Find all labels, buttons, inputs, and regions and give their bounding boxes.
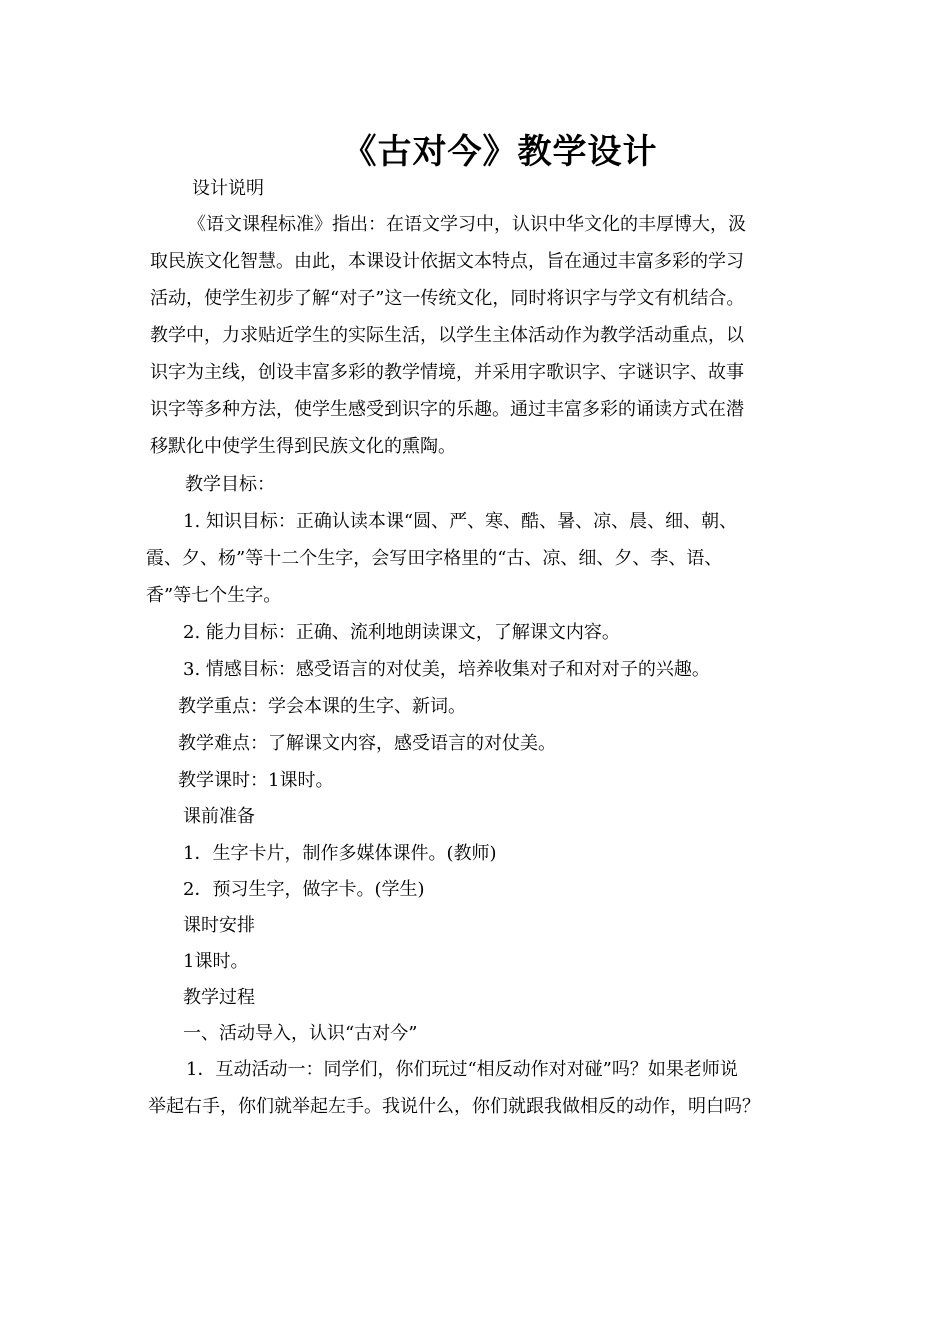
- paragraph-line: 《语文课程标准》指出：在语文学习中，认识中华文化的丰厚博大，汲: [188, 214, 746, 235]
- preparation-item: 1．生字卡片，制作多媒体课件。(教师): [183, 843, 497, 864]
- objective-item-continued: 香”等七个生字。: [146, 585, 282, 606]
- paragraph-line: 识字等多种方法，使学生感受到识字的乐趣。通过丰富多彩的诵读方式在潜: [150, 399, 744, 420]
- paragraph-line: 活动，使学生初步了解“对子”这一传统文化，同时将识字与学文有机结合。: [150, 288, 745, 309]
- paragraph-line: 教学中，力求贴近学生的实际生活，以学生主体活动作为教学活动重点，以: [150, 325, 744, 346]
- paragraph-line: 举起右手，你们就举起左手。我说什么，你们就跟我做相反的动作，明白吗？: [148, 1096, 760, 1117]
- objective-item: 3. 情感目标：感受语言的对仗美，培养收集对子和对对子的兴趣。: [183, 659, 710, 680]
- objective-item-continued: 霞、夕、杨”等十二个生字，会写田字格里的“古、凉、细、夕、李、语、: [146, 548, 723, 569]
- paragraph-line: 识字为主线，创设丰富多彩的教学情境，并采用字歌识字、字谜识字、故事: [150, 362, 744, 383]
- difficult-point: 教学难点：了解课文内容，感受语言的对仗美。: [178, 733, 556, 754]
- paragraph-line: 移默化中使学生得到民族文化的熏陶。: [150, 436, 456, 457]
- section-heading-process: 教学过程: [183, 987, 255, 1008]
- paragraph-line: 取民族文化智慧。由此，本课设计依据文本特点，旨在通过丰富多彩的学习: [150, 251, 744, 272]
- objective-item: 1. 知识目标：正确认读本课“圆、严、寒、酷、暑、凉、晨、细、朝、: [183, 511, 738, 532]
- objective-item: 2. 能力目标：正确、流利地朗读课文，了解课文内容。: [183, 622, 620, 643]
- section-heading-objectives: 教学目标：: [185, 474, 275, 495]
- paragraph-line: 1．互动活动一：同学们，你们玩过“相反动作对对碰”吗？如果老师说: [186, 1059, 738, 1080]
- section-heading-schedule: 课时安排: [183, 915, 255, 936]
- document-title: 《古对今》教学设计: [342, 132, 658, 172]
- section-heading-preparation: 课前准备: [183, 806, 255, 827]
- preparation-item: 2．预习生字，做字卡。(学生): [183, 879, 425, 900]
- process-step-heading: 一、活动导入，认识“古对今”: [183, 1023, 418, 1044]
- schedule-value: 1课时。: [183, 951, 249, 972]
- section-heading-design-notes: 设计说明: [192, 178, 264, 199]
- key-point: 教学重点：学会本课的生字、新词。: [178, 696, 466, 717]
- class-hours: 教学课时：1课时。: [178, 770, 334, 791]
